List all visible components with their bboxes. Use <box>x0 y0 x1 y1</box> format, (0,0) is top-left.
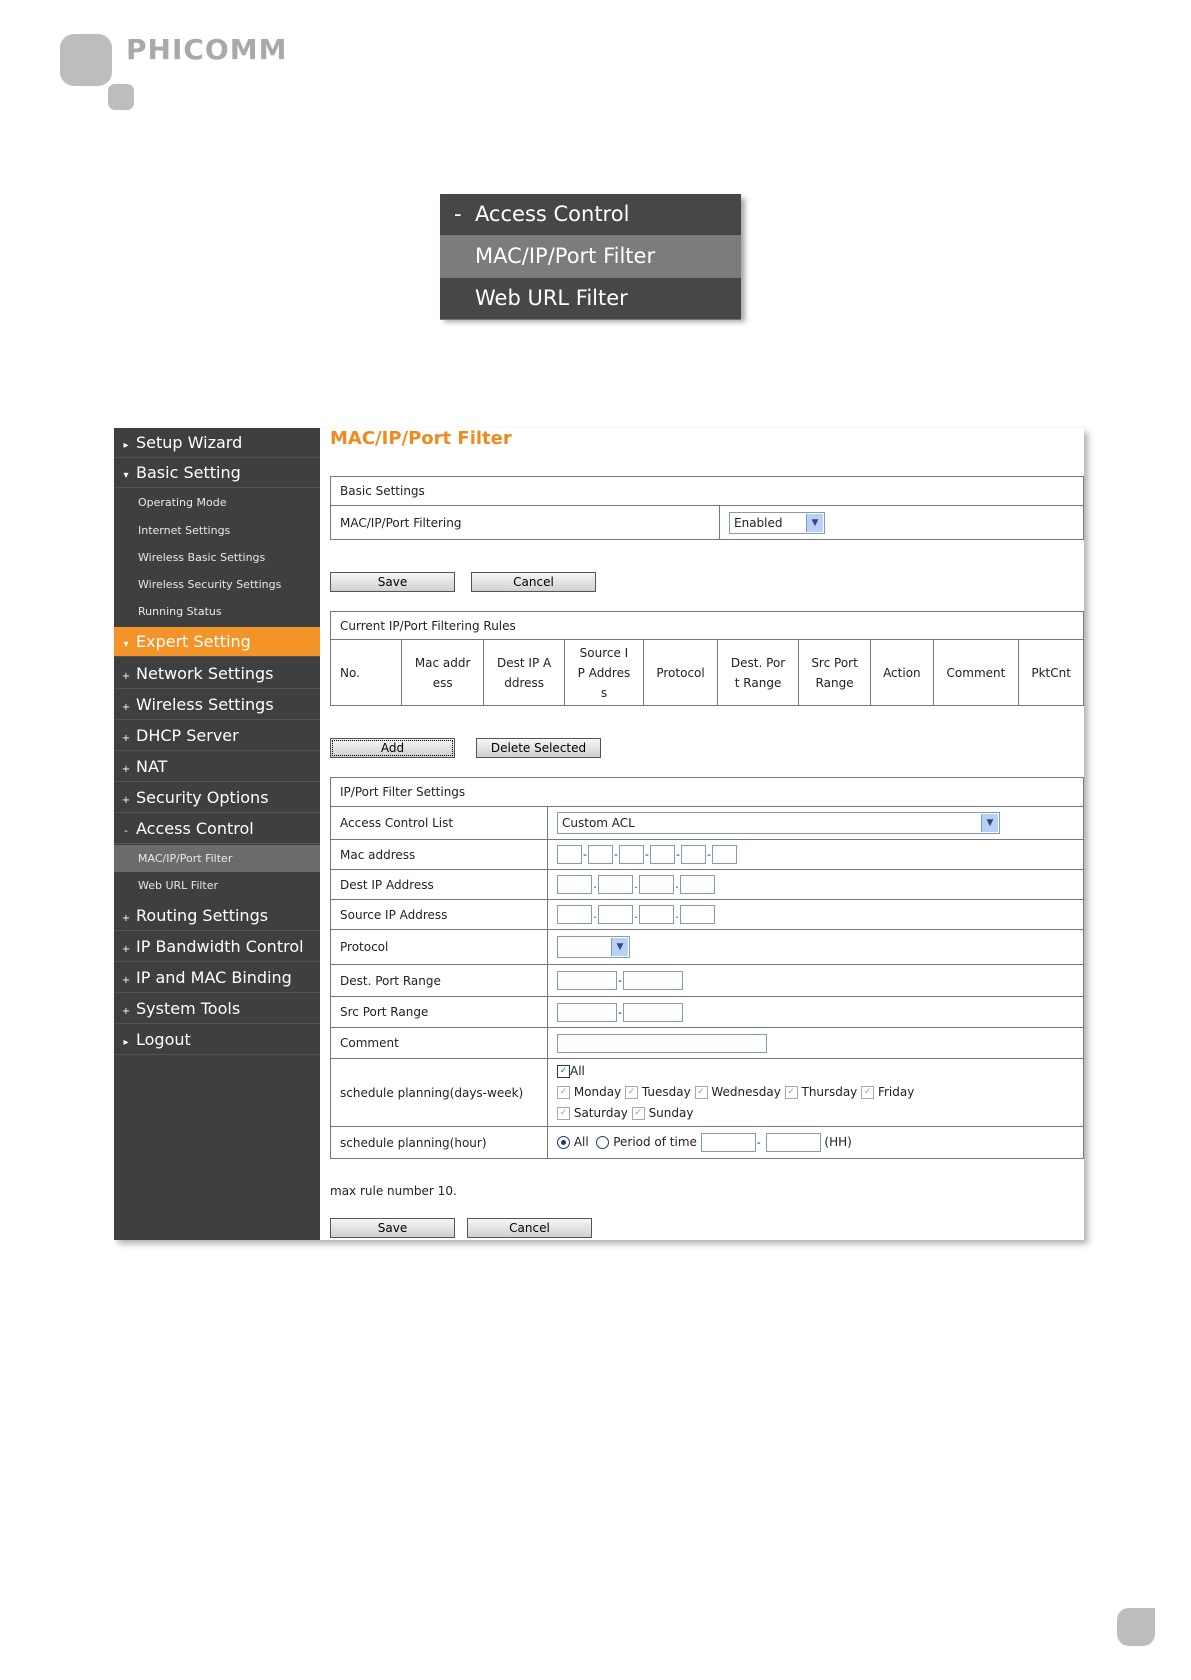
dest-ip-octet-1[interactable] <box>557 875 592 894</box>
dest-port-start[interactable] <box>557 971 617 990</box>
snippet-item-web-url-filter[interactable]: Web URL Filter <box>440 278 741 320</box>
hour-unit: (HH) <box>824 1135 852 1149</box>
brand-logo: PHICOMM <box>126 33 288 66</box>
col-dest-ip: Dest IP A ddress <box>484 640 565 706</box>
src-port-start[interactable] <box>557 1003 617 1022</box>
src-ip-octet-1[interactable] <box>557 905 592 924</box>
comment-input[interactable] <box>557 1034 767 1053</box>
thursday-label: Thursday <box>801 1085 858 1099</box>
protocol-select[interactable] <box>557 936 630 958</box>
hour-all-radio[interactable] <box>557 1136 570 1149</box>
sidebar <box>114 428 320 1240</box>
col-src-port: Src Port Range <box>798 640 870 706</box>
tuesday-checkbox[interactable]: ✓ <box>625 1086 638 1099</box>
sidebar-item-setup-wizard[interactable]: ▸ Setup Wizard <box>114 428 320 458</box>
collapse-marker: - <box>454 202 462 226</box>
sidebar-item-network-settings[interactable]: + Network Settings <box>114 658 320 689</box>
dest-ip-label: Dest IP Address <box>331 870 548 900</box>
rules-table <box>330 611 1084 706</box>
rules-header: Current IP/Port Filtering Rules <box>331 612 1084 640</box>
router-admin-frame <box>114 428 1084 1240</box>
protocol-label: Protocol <box>331 930 548 965</box>
sidebar-item-running-status[interactable]: Running Status <box>138 605 222 618</box>
hour-all-label: All <box>573 1135 589 1149</box>
mac-octet-3[interactable] <box>619 845 644 864</box>
snippet-header[interactable] <box>440 194 741 236</box>
col-protocol: Protocol <box>643 640 717 706</box>
monday-label: Monday <box>573 1085 622 1099</box>
thursday-checkbox[interactable]: ✓ <box>785 1086 798 1099</box>
sidebar-item-nat[interactable]: + NAT <box>114 751 320 782</box>
day-all-label: All <box>570 1064 585 1078</box>
acl-select[interactable]: Custom ACL ▼ <box>557 812 1000 834</box>
friday-checkbox[interactable]: ✓ <box>861 1086 874 1099</box>
mac-label: Mac address <box>331 840 548 870</box>
logo-mark <box>60 34 112 86</box>
col-source-ip: Source I P Addres s <box>564 640 643 706</box>
chevron-down-icon: ▼ <box>611 938 628 956</box>
basic-settings-header: Basic Settings <box>331 477 1084 506</box>
filter-settings-header: IP/Port Filter Settings <box>331 778 1084 807</box>
days-label: schedule planning(days-week) <box>331 1059 548 1127</box>
sidebar-item-routing-settings[interactable]: + Routing Settings <box>114 900 320 931</box>
tuesday-label: Tuesday <box>641 1085 691 1099</box>
filtering-label: MAC/IP/Port Filtering <box>331 506 720 540</box>
add-button[interactable]: Add <box>330 738 455 758</box>
sidebar-item-wireless-settings[interactable]: + Wireless Settings <box>114 689 320 720</box>
hour-end-input[interactable] <box>766 1133 821 1152</box>
page-corner-mark <box>1117 1608 1155 1646</box>
dest-ip-octet-2[interactable] <box>598 875 633 894</box>
src-ip-octet-3[interactable] <box>639 905 674 924</box>
dest-ip-fields: . . . <box>548 870 1084 900</box>
col-mac-address: Mac addr ess <box>402 640 484 706</box>
save-button-bottom[interactable]: Save <box>330 1218 455 1238</box>
sidebar-item-system-tools[interactable]: + System Tools <box>114 993 320 1024</box>
mac-octet-4[interactable] <box>650 845 675 864</box>
sidebar-item-access-control[interactable]: - Access Control <box>114 813 320 844</box>
hour-period-label: Period of time <box>613 1135 697 1149</box>
mac-octet-1[interactable] <box>557 845 582 864</box>
filter-settings-table: IP/Port Filter Settings Access Control List Custom ACL ▼ Mac address - - - - - Dest IP Address . . . Source IP Address . . . Protocol ▼ Dest. Port Range - Src Port Range - Comment schedule planning(days-week) ✓ All ✓ Monday ✓ Tuesday ✓ Wednesday ✓ Thursday ✓ Friday ✓ Saturday ✓ Sunday schedule planning(hour) All Period of time - (HH) <box>330 777 1084 1159</box>
saturday-checkbox[interactable]: ✓ <box>557 1107 570 1120</box>
wednesday-label: Wednesday <box>711 1085 781 1099</box>
cancel-button-bottom[interactable]: Cancel <box>467 1218 592 1238</box>
dest-port-label: Dest. Port Range <box>331 965 548 997</box>
mac-octet-5[interactable] <box>681 845 706 864</box>
src-port-end[interactable] <box>623 1003 683 1022</box>
mac-octet-2[interactable] <box>588 845 613 864</box>
sidebar-item-mac-ip-port-filter[interactable]: MAC/IP/Port Filter <box>114 845 320 872</box>
sidebar-item-web-url-filter[interactable]: Web URL Filter <box>138 879 219 892</box>
snippet-item-mac-ip-port-filter[interactable]: MAC/IP/Port Filter <box>440 236 741 278</box>
sunday-checkbox[interactable]: ✓ <box>632 1107 645 1120</box>
saturday-label: Saturday <box>573 1106 628 1120</box>
mac-octet-6[interactable] <box>712 845 737 864</box>
sidebar-item-dhcp-server[interactable]: + DHCP Server <box>114 720 320 751</box>
src-ip-label: Source IP Address <box>331 900 548 930</box>
src-ip-fields: . . . <box>548 900 1084 930</box>
save-button[interactable]: Save <box>330 572 455 592</box>
sidebar-item-wireless-basic[interactable]: Wireless Basic Settings <box>138 551 266 564</box>
sidebar-item-security-options[interactable]: + Security Options <box>114 782 320 813</box>
dest-port-end[interactable] <box>623 971 683 990</box>
col-no: No. <box>331 640 402 706</box>
hour-start-input[interactable] <box>701 1133 756 1152</box>
col-dest-port: Dest. Por t Range <box>718 640 799 706</box>
dest-ip-octet-3[interactable] <box>639 875 674 894</box>
wednesday-checkbox[interactable]: ✓ <box>695 1086 708 1099</box>
sidebar-item-logout[interactable]: ▸ Logout <box>114 1024 320 1055</box>
hour-period-radio[interactable] <box>596 1136 609 1149</box>
filtering-select[interactable]: Enabled ▼ <box>729 512 825 534</box>
snippet-header-label: Access Control <box>474 202 630 226</box>
src-ip-octet-4[interactable] <box>680 905 715 924</box>
basic-settings-table <box>330 476 1084 540</box>
sidebar-item-expert-setting[interactable]: ▾ Expert Setting <box>114 627 320 657</box>
acl-label: Access Control List <box>331 807 548 840</box>
src-ip-octet-2[interactable] <box>598 905 633 924</box>
logo-mark-small <box>108 84 134 110</box>
page-title: MAC/IP/Port Filter <box>330 428 512 449</box>
cancel-button[interactable]: Cancel <box>471 572 596 592</box>
monday-checkbox[interactable]: ✓ <box>557 1086 570 1099</box>
mac-address-fields: - - - - - <box>548 840 1084 870</box>
sidebar-item-basic-setting[interactable]: ▾ Basic Setting <box>114 458 320 488</box>
sidebar-item-ip-bandwidth-control[interactable]: + IP Bandwidth Control <box>114 931 320 962</box>
access-control-menu-snippet <box>440 194 741 318</box>
sunday-label: Sunday <box>648 1106 694 1120</box>
sidebar-item-internet-settings[interactable]: Internet Settings <box>138 524 231 537</box>
chevron-down-icon: ▼ <box>806 514 823 532</box>
col-action: Action <box>871 640 933 706</box>
dest-ip-octet-4[interactable] <box>680 875 715 894</box>
chevron-down-icon: ▼ <box>981 814 998 832</box>
sidebar-item-ip-mac-binding[interactable]: + IP and MAC Binding <box>114 962 320 993</box>
friday-label: Friday <box>877 1085 915 1099</box>
sidebar-item-operating-mode[interactable]: Operating Mode <box>138 496 227 509</box>
src-port-label: Src Port Range <box>331 997 548 1028</box>
comment-label: Comment <box>331 1028 548 1059</box>
days-selector <box>548 1059 1084 1127</box>
sidebar-item-wireless-security[interactable]: Wireless Security Settings <box>138 578 282 591</box>
hour-selector: All Period of time - (HH) <box>548 1127 1084 1159</box>
col-comment: Comment <box>933 640 1019 706</box>
max-rule-note: max rule number 10. <box>330 1184 457 1198</box>
hour-label: schedule planning(hour) <box>331 1127 548 1159</box>
day-all-checkbox[interactable]: ✓ <box>557 1065 570 1078</box>
col-pktcnt: PktCnt <box>1019 640 1084 706</box>
delete-selected-button[interactable]: Delete Selected <box>476 738 601 758</box>
